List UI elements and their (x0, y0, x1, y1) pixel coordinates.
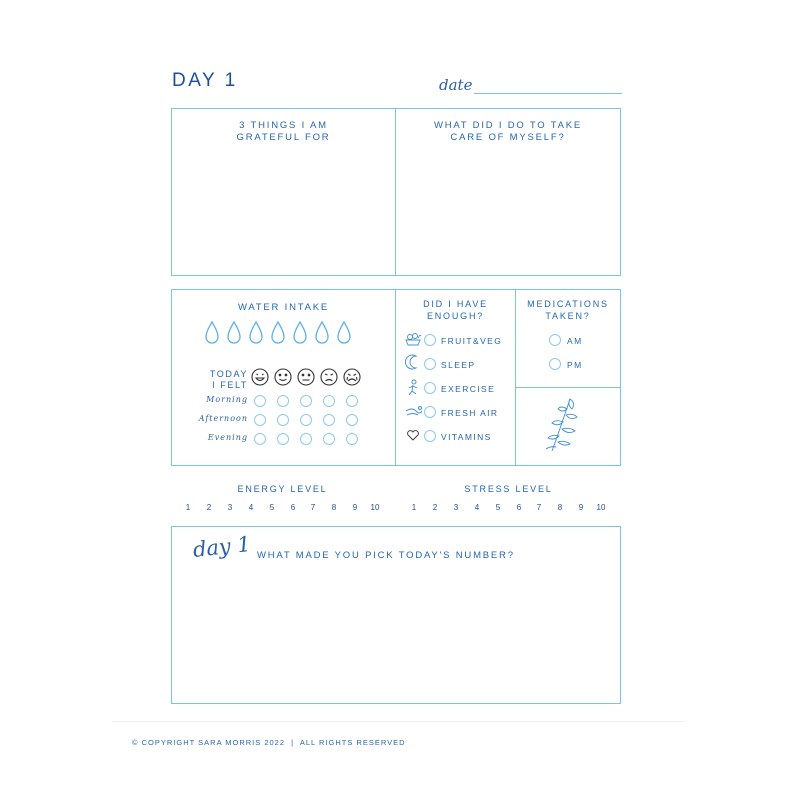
energy-scale-number[interactable]: 1 (185, 503, 191, 512)
water-drop-icon (316, 322, 328, 343)
stress-scale-number[interactable]: 3 (453, 503, 459, 512)
mood-circle[interactable] (323, 414, 335, 426)
energy-scale-number[interactable]: 3 (227, 503, 233, 512)
mood-faces (250, 366, 362, 388)
stress-scale-number[interactable]: 7 (536, 503, 542, 512)
mood-circle[interactable] (300, 433, 312, 445)
enough-label-fruitveg: FRUIT&VEG (441, 336, 503, 346)
energy-scale-number[interactable]: 7 (310, 503, 316, 512)
enough-label-freshair: FRESH AIR (441, 408, 499, 418)
water-drop-icon (294, 322, 306, 343)
med-label-am: AM (567, 336, 583, 346)
energy-scale-number[interactable]: 5 (269, 503, 275, 512)
stress-scale-number[interactable]: 1 (411, 503, 417, 512)
fruit-basket-icon (406, 334, 421, 346)
enough-icons (404, 331, 424, 443)
leaf-sprig-icon (540, 395, 590, 455)
water-drop-icon (228, 322, 240, 343)
water-drop-icon (272, 322, 284, 343)
selfcare-heading: WHAT DID I DO TO TAKE CARE OF MYSELF? (433, 120, 583, 143)
crying-face-icon (344, 369, 360, 385)
enough-label-sleep: SLEEP (441, 360, 476, 370)
time-label-afternoon: Afternoon (198, 414, 248, 423)
time-label-morning: Morning (206, 395, 248, 404)
mood-circle[interactable] (323, 433, 335, 445)
water-drops (203, 320, 363, 346)
enough-circle-vitamins[interactable] (424, 430, 436, 442)
energy-scale-number[interactable]: 6 (290, 503, 296, 512)
footer-copyright: © COPYRIGHT SARA MORRIS 2022 | ALL RIGHTS RESERVED (132, 738, 406, 747)
mood-circle[interactable] (254, 395, 266, 407)
mood-circle[interactable] (277, 414, 289, 426)
enough-label-vitamins: VITAMINS (441, 432, 492, 442)
water-drop-icon (338, 322, 350, 343)
date-line[interactable] (474, 93, 622, 94)
enough-heading: DID I HAVE ENOUGH? (423, 299, 488, 321)
laughing-face-icon (252, 369, 268, 385)
moon-icon (405, 355, 416, 369)
mood-circle[interactable] (323, 395, 335, 407)
enough-label-exercise: EXERCISE (441, 384, 496, 394)
mood-circle[interactable] (254, 414, 266, 426)
med-circle-pm[interactable] (549, 358, 561, 370)
page-title: DAY 1 (172, 70, 238, 91)
energy-scale-number[interactable]: 2 (206, 503, 212, 512)
stress-scale-number[interactable]: 8 (557, 503, 563, 512)
today-felt-label: TODAY I FELT (209, 369, 248, 390)
frowning-face-icon (321, 369, 337, 385)
energy-scale-number[interactable]: 8 (331, 503, 337, 512)
stress-scale-number[interactable]: 9 (578, 503, 584, 512)
reflection-script-label: day 1 (191, 532, 252, 562)
stress-scale-number[interactable]: 10 (596, 503, 606, 512)
mood-circle[interactable] (254, 433, 266, 445)
water-heading: WATER INTAKE (237, 302, 330, 313)
stress-heading: STRESS LEVEL (464, 484, 553, 494)
heart-icon (408, 431, 419, 440)
mood-circle[interactable] (300, 395, 312, 407)
enough-circle-freshair[interactable] (424, 406, 436, 418)
stress-scale-number[interactable]: 5 (495, 503, 501, 512)
reflection-question: WHAT MADE YOU PICK TODAY'S NUMBER? (257, 550, 515, 561)
med-circle-am[interactable] (549, 334, 561, 346)
energy-scale-number[interactable]: 10 (370, 503, 380, 512)
medications-heading: MEDICATIONS TAKEN? (527, 299, 609, 321)
stress-scale-number[interactable]: 2 (432, 503, 438, 512)
mood-circle[interactable] (346, 414, 358, 426)
mood-circle[interactable] (277, 433, 289, 445)
running-person-icon (409, 380, 417, 395)
water-drop-icon (250, 322, 262, 343)
mood-circle[interactable] (300, 414, 312, 426)
mood-circle[interactable] (346, 433, 358, 445)
grateful-heading: 3 THINGS I AM GRATEFUL FOR (236, 120, 331, 143)
date-label: date (439, 76, 473, 94)
enough-circle-exercise[interactable] (424, 382, 436, 394)
smiling-face-icon (275, 369, 291, 385)
med-label-pm: PM (567, 360, 583, 370)
footer-divider (112, 721, 684, 722)
mood-circle[interactable] (346, 395, 358, 407)
water-drop-icon (206, 322, 218, 343)
mood-circle[interactable] (277, 395, 289, 407)
enough-circle-fruitveg[interactable] (424, 334, 436, 346)
stress-scale-number[interactable]: 4 (474, 503, 480, 512)
neutral-face-icon (298, 369, 314, 385)
wind-icon (406, 407, 422, 416)
time-label-evening: Evening (207, 433, 248, 442)
energy-scale-number[interactable]: 4 (248, 503, 254, 512)
energy-heading: ENERGY LEVEL (237, 484, 328, 494)
stress-scale-number[interactable]: 6 (516, 503, 522, 512)
energy-scale-number[interactable]: 9 (352, 503, 358, 512)
enough-circle-sleep[interactable] (424, 358, 436, 370)
